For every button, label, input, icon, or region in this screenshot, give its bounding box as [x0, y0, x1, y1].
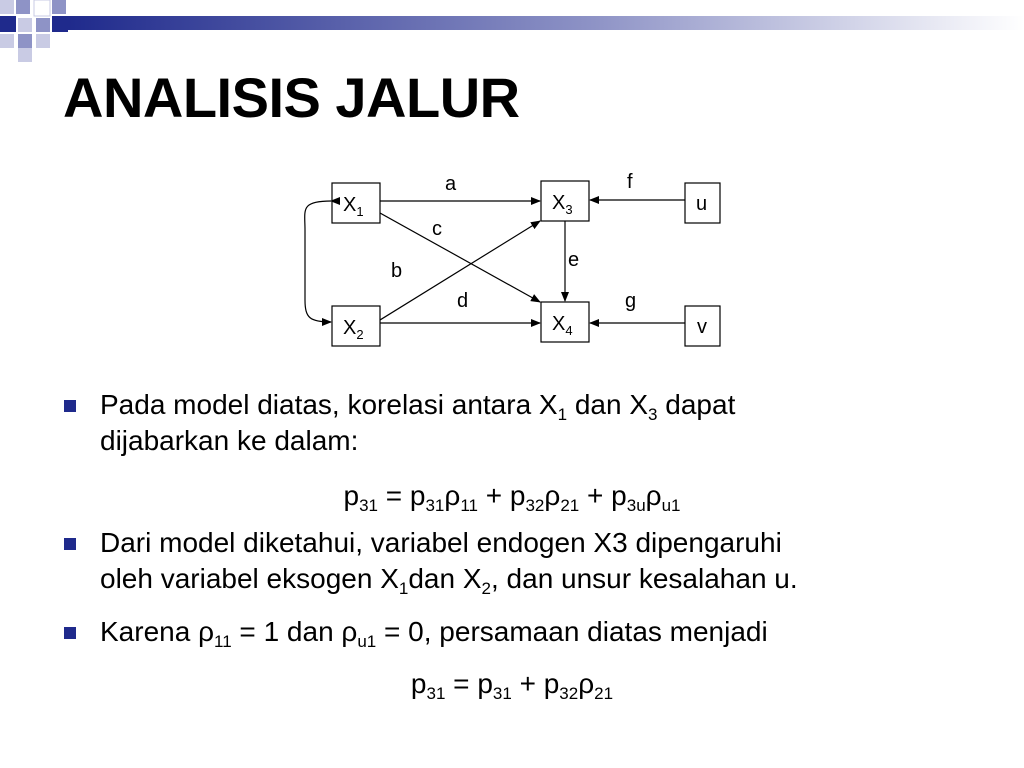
node-v-label: v — [697, 316, 707, 338]
path-label-b: b — [391, 260, 403, 282]
node-x2-label: $X_2$ — [343, 317, 364, 342]
path-label-e: e — [568, 249, 580, 271]
node-u-label: u — [696, 193, 708, 215]
node-x3-label: $X_3$ — [552, 192, 573, 217]
bullet-marker-2 — [64, 538, 76, 550]
path-label-a: a — [445, 173, 457, 195]
node-x1-label: $X_1$ — [343, 194, 364, 219]
equation-2: $p_{31} = p_{31} + p_{32}\rho_{21}$ — [410, 668, 614, 703]
path-diagram — [290, 160, 750, 360]
path-label-c: c — [432, 218, 442, 240]
bullet-marker-1 — [64, 400, 76, 412]
slide-title: ANALISIS JALUR — [63, 66, 520, 129]
equation-1: $p_{31} = p_{31}\rho_{11} + p_{32}\rho_{21} + p_{3u}\rho_{u1}$ — [343, 480, 681, 515]
bullet-text-3: Karena $\rho_{11} = 1$ dan $\rho_{u1} = 0$, persamaan diatas menjadi — [100, 616, 768, 651]
bullet-marker-3 — [64, 627, 76, 639]
bullet-text-2: Dari model diketahui, variabel endogen X3 dipengaruhi oleh variabel eksogen $X_1dan$ $X_2$, dan unsur kesalahan u. — [100, 527, 798, 598]
bullet-text-1: Pada model diatas, korelasi antara $X_1$ dan $X_3$ dapat dijabarkan ke dalam: — [100, 389, 736, 456]
arrow-c — [380, 213, 540, 302]
path-label-g: g — [625, 290, 637, 312]
header-decoration — [0, 0, 1024, 64]
node-x4-label: $X_4$ — [552, 313, 573, 338]
path-label-d: d — [457, 290, 469, 312]
path-label-f: f — [627, 171, 633, 193]
correlation-arrow — [305, 201, 331, 322]
